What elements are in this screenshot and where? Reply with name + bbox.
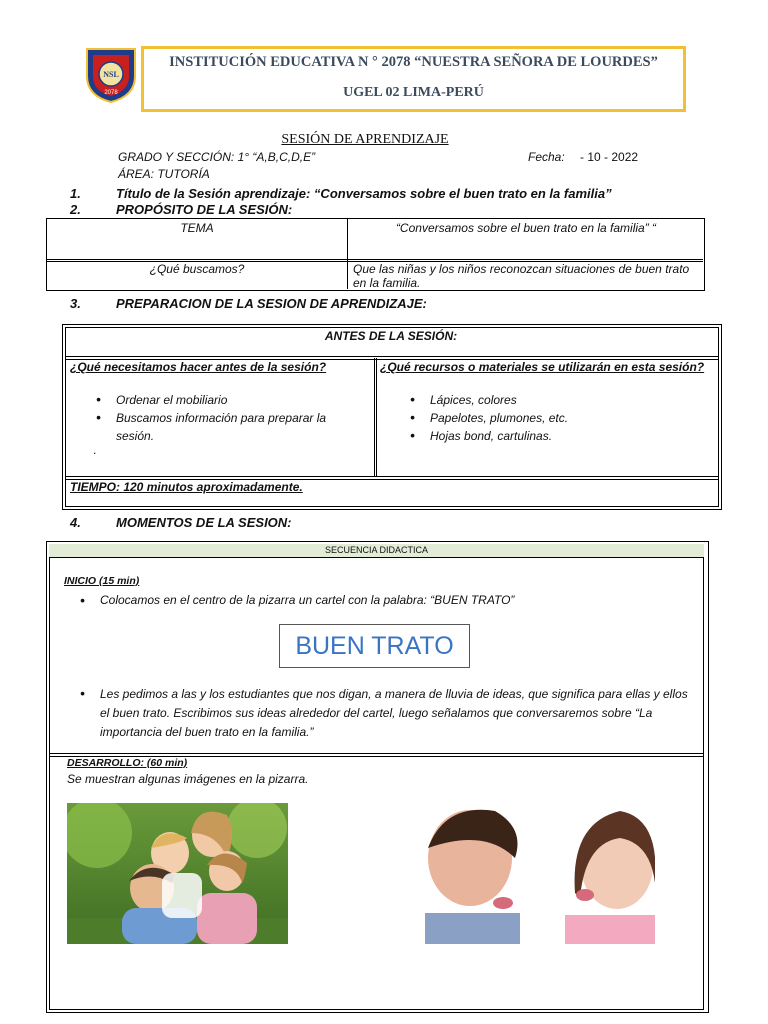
sequence-box xyxy=(46,541,709,1013)
list-item: • Colocamos en el centro de la pizarra un cartel con la palabra: “BUEN TRATO” xyxy=(100,593,700,607)
preparation-table xyxy=(62,324,722,510)
list-item: • Ordenar el mobiliario xyxy=(116,391,361,409)
item-number-2: 2. xyxy=(70,202,81,217)
list-item: • Lápices, colores xyxy=(430,391,700,409)
buen-trato-banner: BUEN TRATO xyxy=(279,624,470,668)
tema-value: “Conversamos sobre el buen trato en la familia” “ xyxy=(395,221,657,235)
busca-label: ¿Qué buscamos? xyxy=(149,262,245,276)
item-number-4: 4. xyxy=(70,515,81,530)
prep-right-title: ¿Qué recursos o materiales se utilizarán en esta sesión? xyxy=(380,360,705,374)
prep-time: TIEMPO: 120 minutos aproximadamente. xyxy=(70,480,303,494)
date-value: - 10 - 2022 xyxy=(580,150,639,164)
grade-section: GRADO Y SECCIÓN: 1° “A,B,C,D,E” xyxy=(118,150,316,164)
area-label: ÁREA: TUTORÍA xyxy=(118,167,210,181)
purpose-table xyxy=(46,218,705,291)
list-item: • Hojas bond, cartulinas. xyxy=(430,427,700,445)
session-title: SESIÓN DE APRENDIZAJE xyxy=(281,132,449,147)
preparation-heading: PREPARACION DE LA SESION DE APRENDIZAJE: xyxy=(116,296,427,311)
sequence-header: SECUENCIA DIDACTICA xyxy=(324,545,429,555)
inicio-title: INICIO (15 min) xyxy=(64,575,140,587)
ugel-name: UGEL 02 LIMA-PERÚ xyxy=(343,85,484,100)
list-item: • Buscamos información para preparar la sesión. xyxy=(116,409,361,445)
list-item: • Les pedimos a las y los estudiantes que nos digan, a manera de lluvia de ideas, que significa para ellas y ellos el buen trato. Escribimos sus ideas alrededor del cartel, luego señalamos que conversaremos sobre “La importancia del buen trato en la familia.” xyxy=(100,685,700,742)
busca-value: Que las niñas y los niños reconozcan situaciones de buen trato en la familia. xyxy=(353,262,690,290)
inicio-list-1 xyxy=(100,593,700,607)
stray-dot: . xyxy=(93,443,97,457)
prep-right-list xyxy=(430,391,700,445)
moments-heading: MOMENTOS DE LA SESION: xyxy=(116,515,292,530)
date-label: Fecha: xyxy=(528,150,565,164)
inicio-list-2 xyxy=(100,685,700,742)
prep-left-list xyxy=(116,391,361,445)
item-number-1: 1. xyxy=(70,186,81,201)
desarrollo-title: DESARROLLO: (60 min) xyxy=(67,757,188,769)
prep-header: ANTES DE LA SESIÓN: xyxy=(324,329,458,343)
svg-text:NSL: NSL xyxy=(103,70,119,79)
tema-label: TEMA xyxy=(180,221,214,235)
school-logo xyxy=(84,46,138,104)
desarrollo-text: Se muestran algunas imágenes en la pizarra. xyxy=(67,772,309,786)
purpose-heading: PROPÓSITO DE LA SESIÓN: xyxy=(116,202,293,217)
session-topic-title: Título de la Sesión aprendizaje: “Conversamos sobre el buen trato en la familia” xyxy=(116,186,612,201)
family-hug-image xyxy=(67,803,288,944)
item-number-3: 3. xyxy=(70,296,81,311)
svg-text:2078: 2078 xyxy=(104,90,118,96)
institution-name: INSTITUCIÓN EDUCATIVA N ° 2078 “NUESTRA SEÑORA DE LOURDES” xyxy=(169,54,658,70)
prep-left-title: ¿Qué necesitamos hacer antes de la sesión? xyxy=(70,360,327,374)
kids-arguing-image xyxy=(425,803,655,944)
list-item: • Papelotes, plumones, etc. xyxy=(430,409,700,427)
